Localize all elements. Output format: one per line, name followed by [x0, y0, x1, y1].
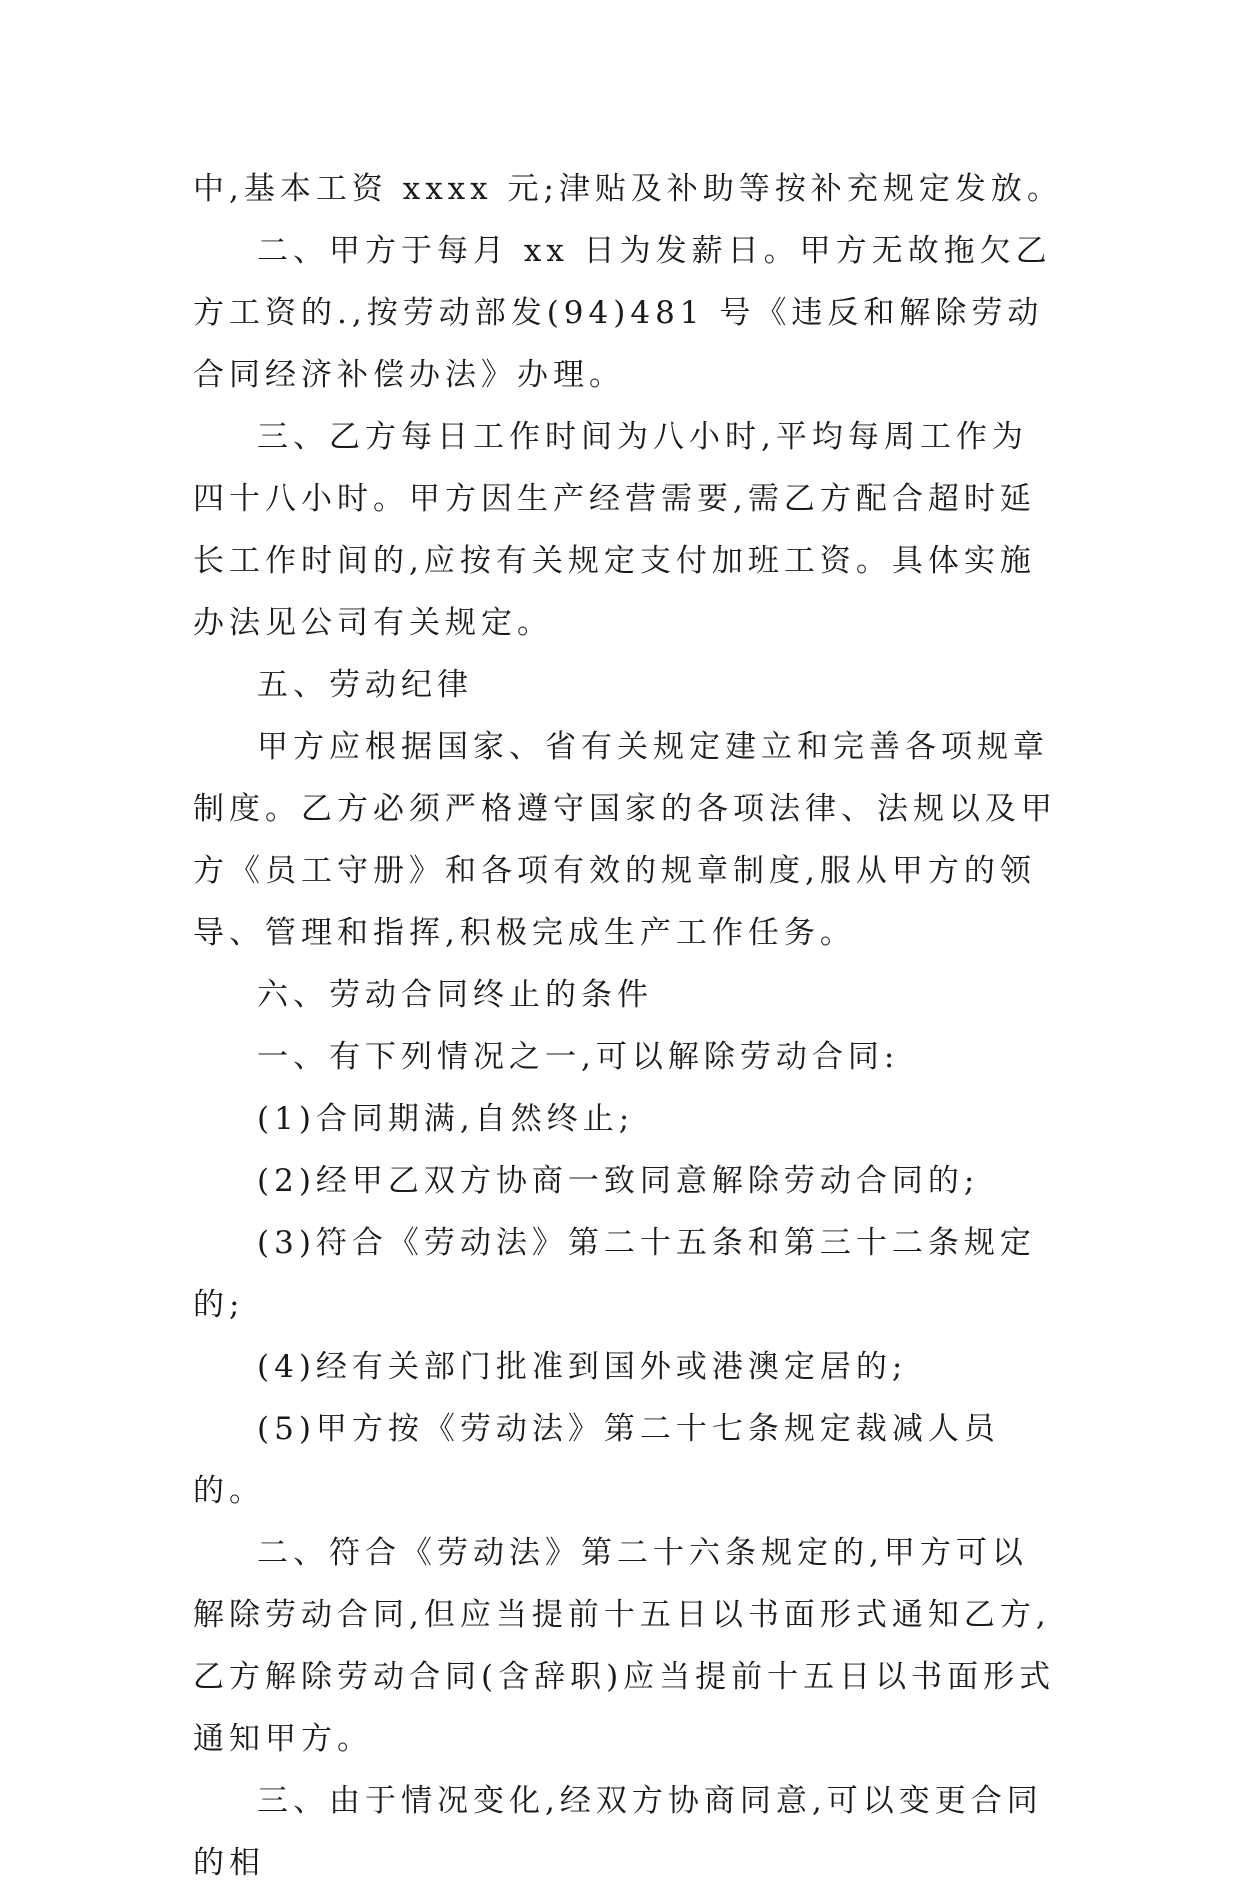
paragraph-salary-continuation: 中,基本工资 xxxx 元;津贴及补助等按补充规定发放。 [193, 171, 1063, 207]
paragraph-labor-discipline: 甲方应根据国家、省有关规定建立和完善各项规章制度。乙方必须严格遵守国家的各项法律、法规以及甲方《员工守册》和各项有效的规章制度,服从甲方的领导、管理和指挥,积极完成生产工作任务。 [193, 729, 1057, 951]
paragraph-payday: 二、甲方于每月 xx 日为发薪日。甲方无故拖欠乙方工资的.,按劳动部发(94)481 号《违反和解除劳动合同经济补偿办法》办理。 [193, 233, 1052, 393]
paragraph-working-hours: 三、乙方每日工作时间为八小时,平均每周工作为四十八小时。甲方因生产经营需要,需乙方配合超时延长工作时间的,应按有关规定支付加班工资。具体实施办法见公司有关规定。 [193, 419, 1036, 641]
paragraph-contract-change: 三、由于情况变化,经双方协商同意,可以变更合同的相 [193, 1783, 1043, 1881]
section-heading-termination-conditions: 六、劳动合同终止的条件 [257, 977, 653, 1013]
list-item-3: (3)符合《劳动法》第二十五条和第三十二条规定的; [193, 1225, 1036, 1323]
document-body [193, 158, 1063, 1894]
list-item-2: (2)经甲乙双方协商一致同意解除劳动合同的; [257, 1163, 980, 1199]
list-item-5: (5)甲方按《劳动法》第二十七条规定裁减人员的。 [193, 1411, 1000, 1509]
paragraph-termination-intro: 一、有下列情况之一,可以解除劳动合同: [257, 1039, 900, 1075]
section-heading-labor-discipline: 五、劳动纪律 [257, 667, 473, 703]
list-item-4: (4)经有关部门批准到国外或港澳定居的; [257, 1349, 908, 1385]
paragraph-notice-period: 二、符合《劳动法》第二十六条规定的,甲方可以解除劳动合同,但应当提前十五日以书面形式通知乙方,乙方解除劳动合同(含辞职)应当提前十五日以书面形式通知甲方。 [193, 1535, 1056, 1757]
list-item-1: (1)合同期满,自然终止; [257, 1101, 635, 1137]
